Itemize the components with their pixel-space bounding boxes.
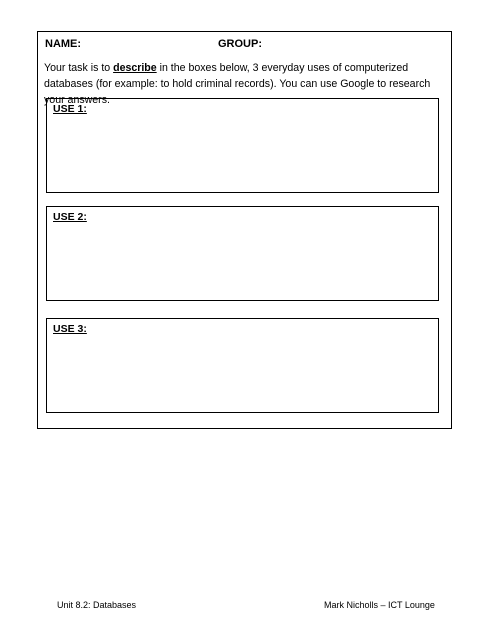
use-3-label: USE 3: [53,323,87,335]
use-1-label: USE 1: [53,103,87,115]
worksheet-frame [37,31,452,429]
footer-unit-title: Unit 8.2: Databases [57,600,137,610]
use-3-box[interactable] [46,318,439,413]
group-label: GROUP: [218,38,262,50]
instructions-text-end: in the boxes below, 3 everyday uses of computerized databases (for example: to hold criminal records). You can use Google to research your answers. [44,62,431,106]
footer-author: Mark Nicholls – ICT Lounge [324,600,435,610]
instructions-text-start: Your task is to [44,62,114,74]
use-2-label: USE 2: [53,211,87,223]
instructions-emphasis: describe [113,62,157,74]
use-1-box[interactable] [46,98,439,193]
use-2-box[interactable] [46,206,439,301]
name-label: NAME: [45,38,82,50]
